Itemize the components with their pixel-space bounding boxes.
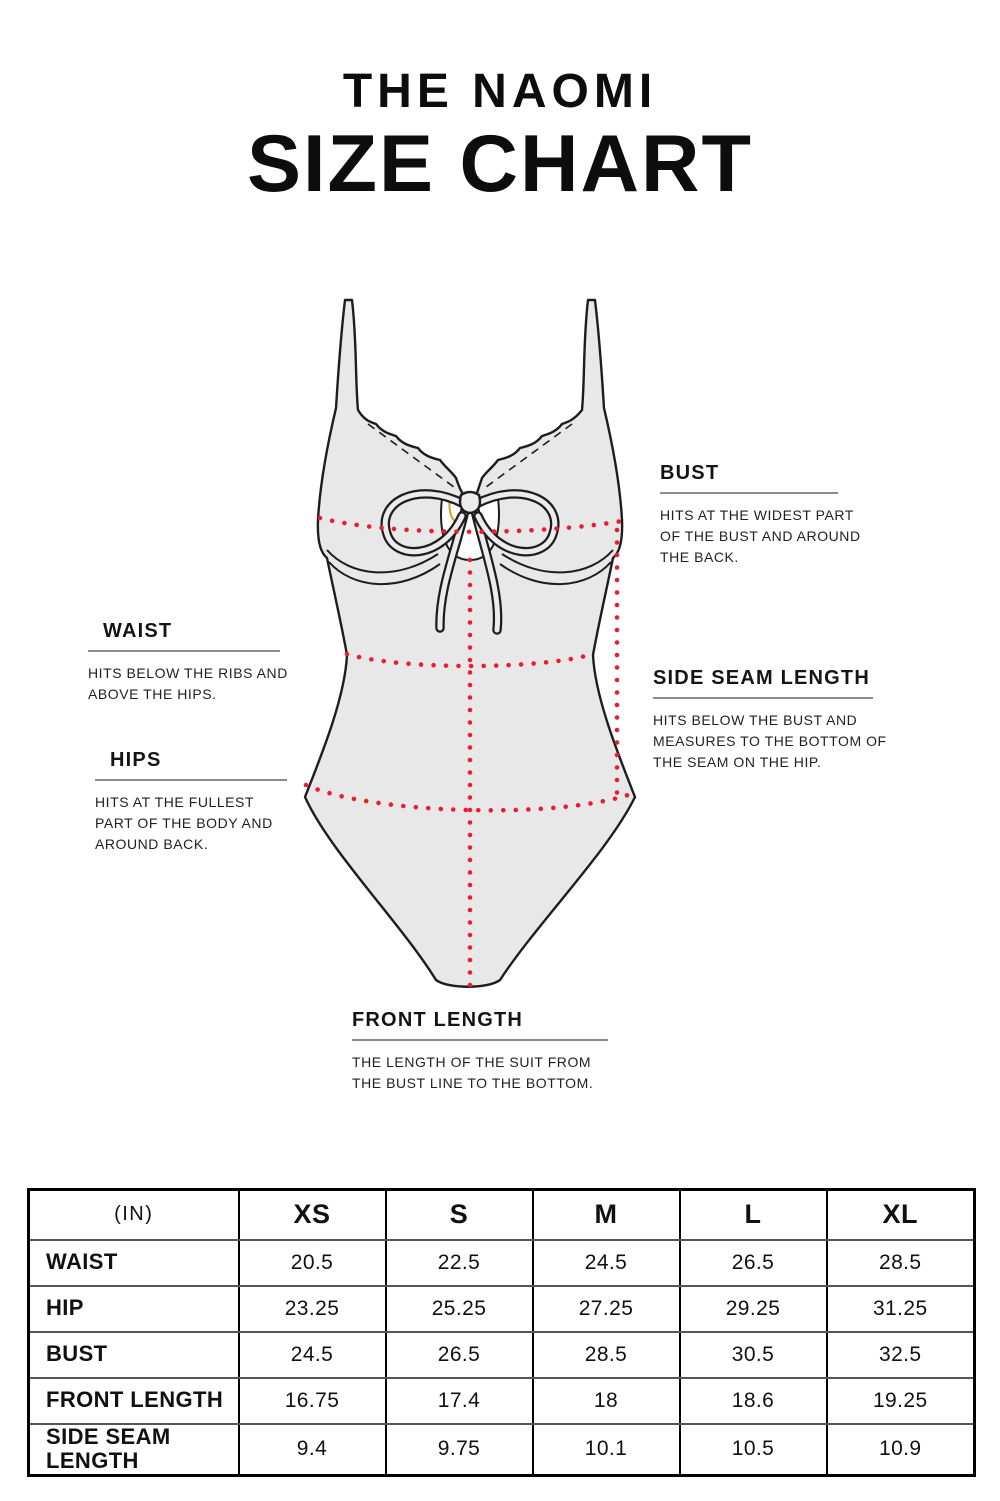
side-seam-description: HITS BELOW THE BUST AND MEASURES TO THE BOTTOM OF THE SEAM ON THE HIP. bbox=[653, 712, 887, 770]
bust-annotation bbox=[660, 462, 875, 568]
size-value-cell: 19.25 bbox=[827, 1378, 975, 1424]
page-title: SIZE CHART bbox=[247, 119, 753, 209]
bust-heading: BUST bbox=[660, 462, 720, 484]
size-value-cell: 31.25 bbox=[827, 1286, 975, 1332]
size-value-cell: 17.4 bbox=[386, 1378, 533, 1424]
heading-underline bbox=[653, 697, 873, 699]
unit-header-cell: (IN) bbox=[29, 1190, 239, 1240]
size-header-m: M bbox=[533, 1190, 680, 1240]
swimsuit-illustration bbox=[290, 292, 650, 1002]
heading-underline bbox=[95, 779, 287, 781]
product-name-title: THE NAOMI bbox=[342, 65, 658, 118]
size-value-cell: 18.6 bbox=[680, 1378, 827, 1424]
size-value-cell: 24.5 bbox=[239, 1332, 386, 1378]
table-row-bust bbox=[29, 1332, 975, 1378]
size-value-cell: 32.5 bbox=[827, 1332, 975, 1378]
table-row-hip bbox=[29, 1286, 975, 1332]
size-value-cell: 23.25 bbox=[239, 1286, 386, 1332]
size-value-cell: 10.9 bbox=[827, 1424, 975, 1476]
front-length-annotation bbox=[352, 1009, 618, 1094]
bow-knot bbox=[460, 492, 480, 513]
size-value-cell: 29.25 bbox=[680, 1286, 827, 1332]
size-value-cell: 10.1 bbox=[533, 1424, 680, 1476]
heading-underline bbox=[88, 650, 280, 652]
waist-heading: WAIST bbox=[103, 620, 173, 642]
side-seam-annotation bbox=[653, 667, 898, 773]
size-value-cell: 16.75 bbox=[239, 1378, 386, 1424]
size-value-cell: 18 bbox=[533, 1378, 680, 1424]
size-value-cell: 30.5 bbox=[680, 1332, 827, 1378]
size-header-xl: XL bbox=[827, 1190, 975, 1240]
row-label: FRONT LENGTH bbox=[29, 1378, 239, 1424]
size-value-cell: 20.5 bbox=[239, 1240, 386, 1286]
hips-annotation bbox=[95, 749, 295, 855]
hips-heading: HIPS bbox=[110, 749, 162, 771]
hips-description: HITS AT THE FULLEST PART OF THE BODY AND AROUND BACK. bbox=[95, 794, 273, 852]
waist-annotation bbox=[88, 620, 288, 705]
size-value-cell: 9.75 bbox=[386, 1424, 533, 1476]
table-header-row bbox=[29, 1190, 975, 1240]
size-value-cell: 24.5 bbox=[533, 1240, 680, 1286]
waist-description: HITS BELOW THE RIBS AND ABOVE THE HIPS. bbox=[88, 665, 288, 702]
size-value-cell: 9.4 bbox=[239, 1424, 386, 1476]
size-header-l: L bbox=[680, 1190, 827, 1240]
row-label: HIP bbox=[29, 1286, 239, 1332]
table-row-waist bbox=[29, 1240, 975, 1286]
size-value-cell: 26.5 bbox=[680, 1240, 827, 1286]
table-row-side-seam-length bbox=[29, 1424, 975, 1476]
side-seam-heading: SIDE SEAM LENGTH bbox=[653, 667, 870, 689]
size-value-cell: 28.5 bbox=[827, 1240, 975, 1286]
heading-underline bbox=[660, 492, 838, 494]
size-value-cell: 22.5 bbox=[386, 1240, 533, 1286]
size-header-xs: XS bbox=[239, 1190, 386, 1240]
size-value-cell: 28.5 bbox=[533, 1332, 680, 1378]
size-value-cell: 25.25 bbox=[386, 1286, 533, 1332]
row-label: BUST bbox=[29, 1332, 239, 1378]
row-label: WAIST bbox=[29, 1240, 239, 1286]
size-value-cell: 26.5 bbox=[386, 1332, 533, 1378]
bust-description: HITS AT THE WIDEST PART OF THE BUST AND AROUND THE BACK. bbox=[660, 507, 861, 565]
size-header-s: S bbox=[386, 1190, 533, 1240]
front-length-heading: FRONT LENGTH bbox=[352, 1009, 524, 1031]
front-length-description: THE LENGTH OF THE SUIT FROM THE BUST LINE TO THE BOTTOM. bbox=[352, 1054, 594, 1091]
table-row-front-length bbox=[29, 1378, 975, 1424]
row-label: SIDE SEAM LENGTH bbox=[29, 1424, 239, 1476]
heading-underline bbox=[352, 1039, 608, 1041]
size-value-cell: 27.25 bbox=[533, 1286, 680, 1332]
size-value-cell: 10.5 bbox=[680, 1424, 827, 1476]
size-table bbox=[27, 1188, 976, 1477]
